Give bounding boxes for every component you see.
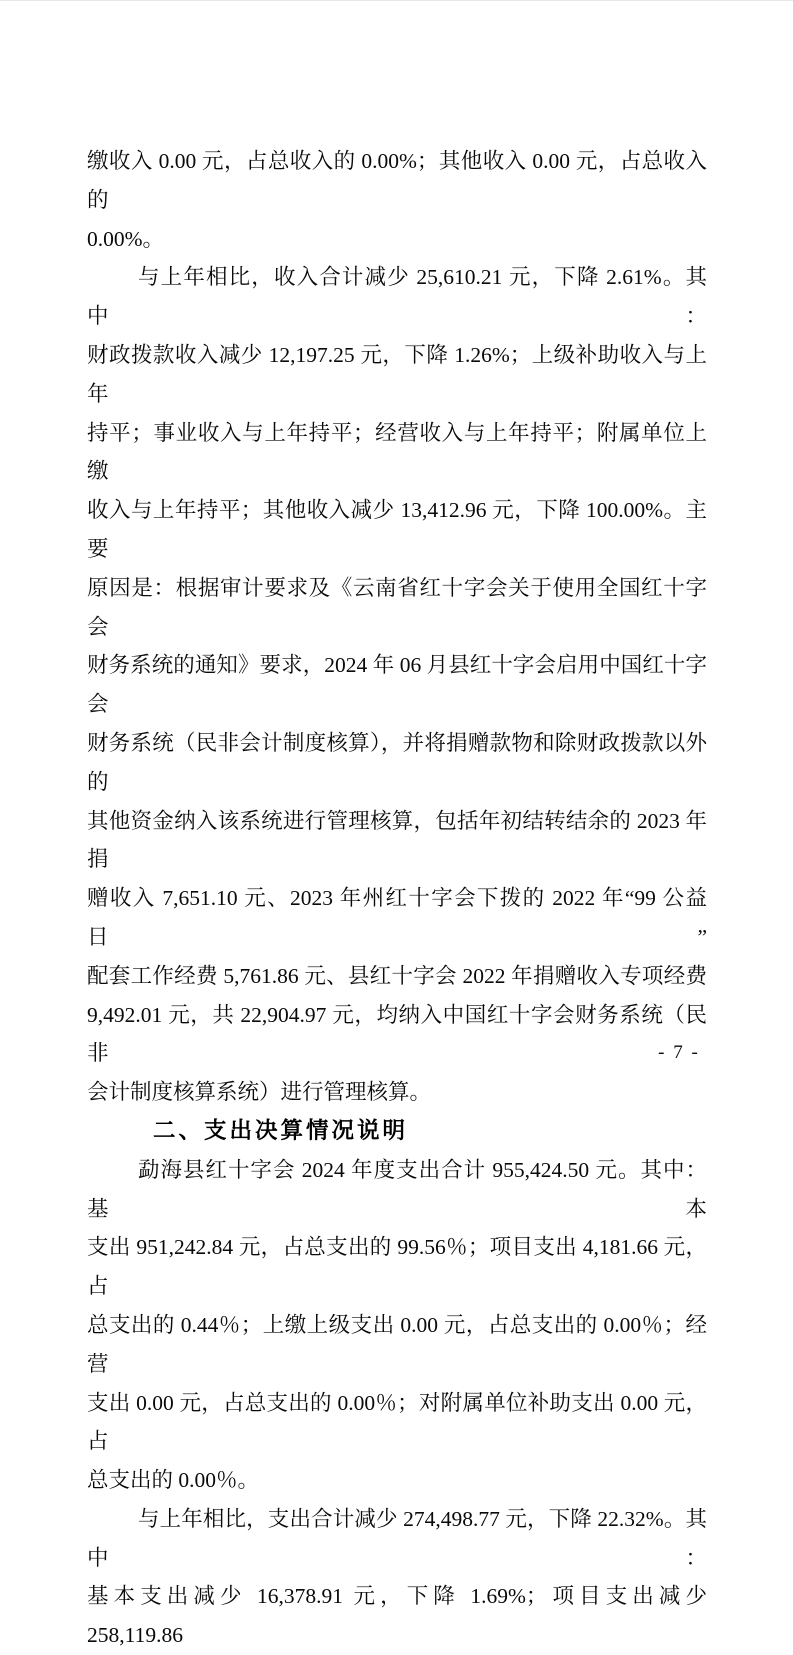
body-text-line: 0.00%。 bbox=[87, 226, 165, 251]
page-number: - 7 - bbox=[658, 1042, 700, 1063]
body-text-line: 9,492.01 元，共 22,904.97 元，均纳入中国红十字会财务系统（民非 bbox=[87, 1002, 707, 1066]
body-text-line: 会计制度核算系统）进行管理核算。 bbox=[87, 1080, 432, 1105]
body-text-line: 总支出的 0.00％。 bbox=[87, 1468, 260, 1493]
body-text-line: 配套工作经费 5,761.86 元、县红十字会 2022 年捐赠收入专项经费 bbox=[87, 963, 707, 988]
body-text-line: 基本支出减少 16,378.91 元，下降 1.69%；项目支出减少 258,119.86 bbox=[87, 1584, 707, 1648]
body-text-line: 持平；事业收入与上年持平；经营收入与上年持平；附属单位上缴 bbox=[87, 420, 707, 484]
body-text-line: 与上年相比，支出合计减少 274,498.77 元，下降 22.32%。其中： bbox=[87, 1506, 707, 1570]
body-text-line: 勐海县红十字会 2024 年度支出合计 955,424.50 元。其中：基本 bbox=[87, 1157, 707, 1221]
body-text-line: 财政拨款收入减少 12,197.25 元，下降 1.26%；上级补助收入与上年 bbox=[87, 342, 707, 406]
body-text-line: 原因是：根据审计要求及《云南省红十字会关于使用全国红十字会 bbox=[87, 575, 707, 639]
body-text-line: 财务系统（民非会计制度核算），并将捐赠款物和除财政拨款以外的 bbox=[87, 730, 707, 794]
body-text-line: 收入与上年持平；其他收入减少 13,412.96 元，下降 100.00%。主要 bbox=[87, 498, 707, 561]
document-body bbox=[87, 142, 707, 1655]
body-text-line: 与上年相比，收入合计减少 25,610.21 元，下降 2.61%。其中： bbox=[87, 265, 707, 329]
body-text-line: 其他资金纳入该系统进行管理核算，包括年初结转结余的 2023 年捐 bbox=[87, 808, 707, 872]
body-text-line: 支出 0.00 元，占总支出的 0.00％；对附属单位补助支出 0.00 元，占 bbox=[87, 1390, 707, 1454]
body-text-line: 赠收入 7,651.10 元、2023 年州红十字会下拨的 2022 年“99 公益日” bbox=[87, 886, 707, 949]
body-text-line: 支出 951,242.84 元，占总支出的 99.56％；项目支出 4,181.66 元，占 bbox=[87, 1235, 707, 1299]
body-text-line: 总支出的 0.44％；上缴上级支出 0.00 元，占总支出的 0.00％；经营 bbox=[87, 1312, 707, 1376]
body-text-line: 财务系统的通知》要求，2024 年 06 月县红十字会启用中国红十字会 bbox=[87, 653, 707, 717]
section-heading-expenditure: 二、支出决算情况说明 bbox=[153, 1117, 409, 1143]
body-text-line: 缴收入 0.00 元，占总收入的 0.00%；其他收入 0.00 元，占总收入的 bbox=[87, 149, 707, 212]
